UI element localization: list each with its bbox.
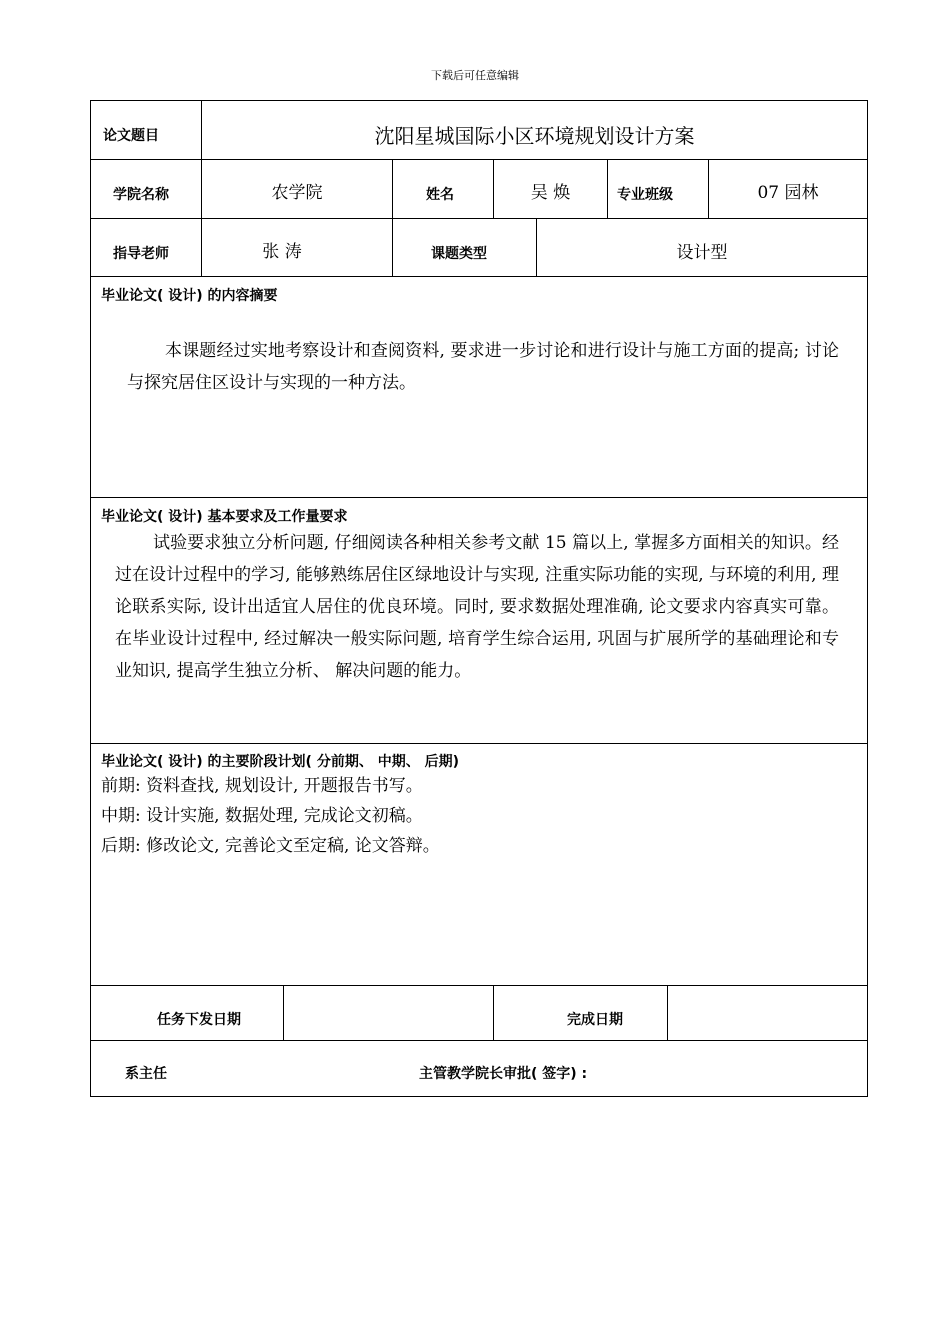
row-divider	[91, 276, 867, 277]
topic-type-label: 课题类型	[431, 246, 487, 262]
col-divider	[667, 985, 668, 1040]
class-value: 07 园林	[757, 183, 819, 203]
college-value: 农学院	[271, 183, 323, 203]
col-divider	[493, 985, 494, 1040]
row-divider	[91, 743, 867, 744]
issue-date-label: 任务下发日期	[157, 1012, 241, 1028]
requirements-text: 试验要求独立分析问题, 仔细阅读各种相关参考文献 15 篇以上, 掌握多方面相关的知识。经过在设计过程中的学习, 能够熟练居住区绿地设计与实现, 注重实际功能的实现, 与环境的利用, 理论联系实际, 设计出适宜人居住的优良环境。同时, 要求数据处理准确, 论文要求内容真实可靠。在毕业设计过程中, 经过解决一般实际问题, 培育学生综合运用, 巩固与扩展所学的基础理论和专业知识, 提高学生独立分析、 解决问题的能力。	[115, 533, 839, 681]
abstract-text: 本课题经过实地考察设计和查阅资料, 要求进一步讨论和进行设计与施工方面的提高; 讨论与探究居住区设计与实现的一种方法。	[127, 341, 839, 393]
plan-early: 前期: 资料查找, 规划设计, 开题报告书写。	[101, 776, 423, 796]
college-label: 学院名称	[113, 187, 169, 203]
col-divider	[607, 159, 608, 218]
header-note: 下载后可任意编辑	[431, 69, 519, 82]
advisor-value: 张 涛	[262, 242, 302, 262]
complete-date-label: 完成日期	[567, 1012, 623, 1028]
col-divider	[283, 985, 284, 1040]
row-divider	[91, 497, 867, 498]
row-divider	[91, 985, 867, 986]
dept-head-label: 系主任	[125, 1066, 167, 1082]
thesis-title: 沈阳星城国际小区环境规划设计方案	[374, 124, 695, 148]
row-divider	[91, 159, 867, 160]
plan-middle: 中期: 设计实施, 数据处理, 完成论文初稿。	[101, 806, 423, 826]
name-label: 姓名	[426, 187, 454, 203]
advisor-label: 指导老师	[113, 246, 169, 262]
row-divider	[91, 218, 867, 219]
topic-type-value: 设计型	[676, 243, 728, 263]
requirements-heading: 毕业论文( 设计) 基本要求及工作量要求	[101, 509, 348, 525]
class-label: 专业班级	[617, 187, 673, 203]
name-value: 吴 焕	[530, 183, 571, 203]
abstract-heading: 毕业论文( 设计) 的内容摘要	[101, 288, 278, 304]
plan-late: 后期: 修改论文, 完善论文至定稿, 论文答辩。	[101, 836, 440, 856]
thesis-title-label: 论文题目	[103, 128, 159, 144]
task-form-table	[90, 100, 868, 1097]
dean-approval-label: 主管教学院长审批( 签字) :	[419, 1066, 588, 1082]
plan-heading: 毕业论文( 设计) 的主要阶段计划( 分前期、 中期、 后期)	[101, 754, 459, 770]
row-divider	[91, 1040, 867, 1041]
col-divider	[392, 159, 393, 276]
